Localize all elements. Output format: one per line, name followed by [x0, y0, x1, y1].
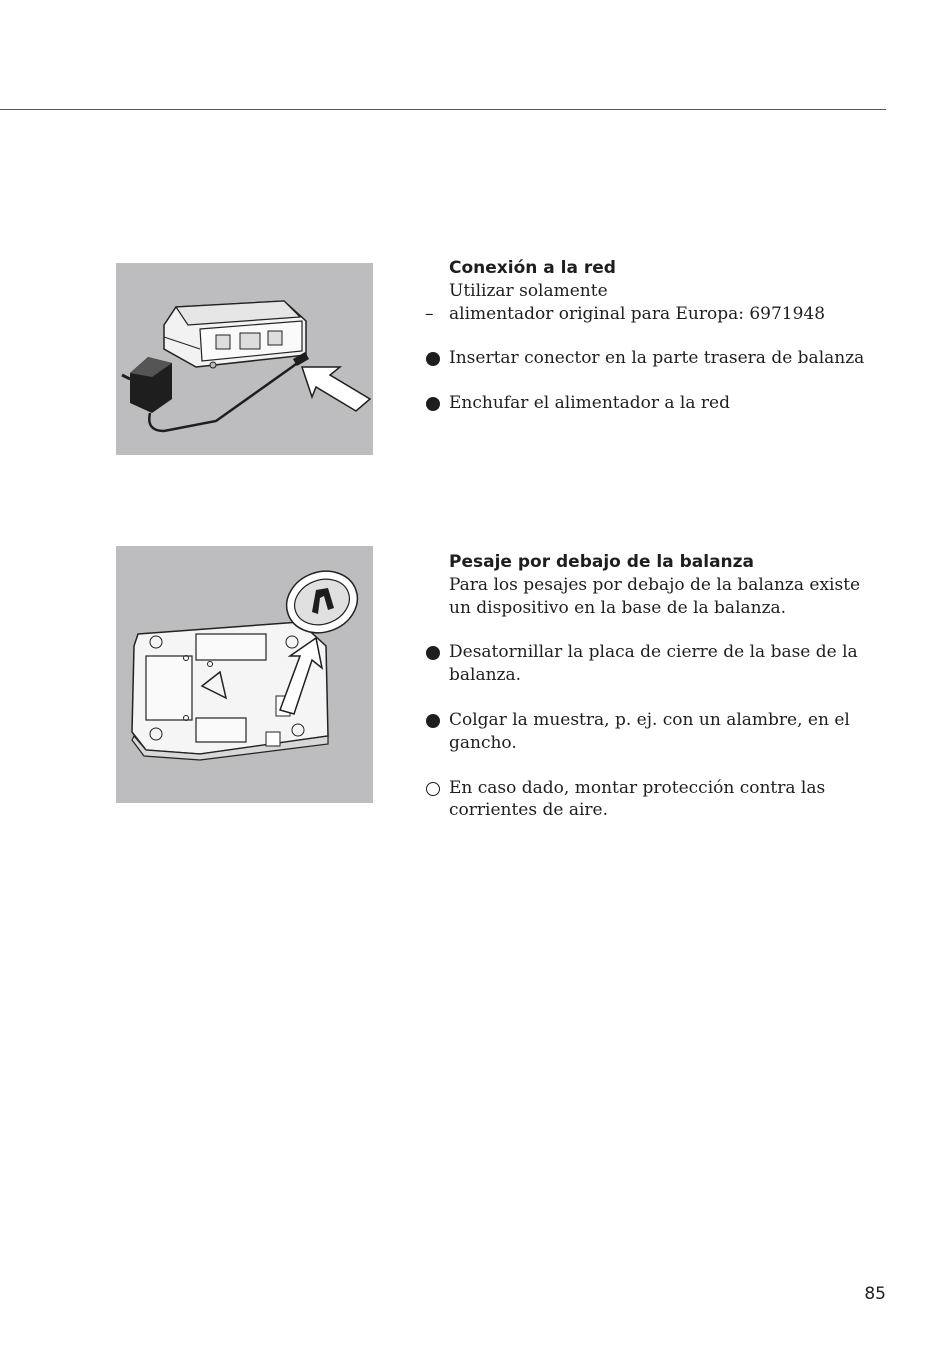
underfloor-weighing-figure: [116, 546, 373, 803]
dash-list-item: [425, 303, 885, 326]
bullet-item: [425, 347, 885, 370]
underfloor-weighing-hook-icon: [116, 546, 373, 803]
bullet-text: Enchufar el alimentador a la red: [449, 393, 730, 414]
underfloor-weighing-section: [425, 551, 885, 822]
dash-item-text: alimentador original para Europa: 6971948: [449, 303, 826, 324]
filled-bullet-icon: [426, 352, 440, 366]
power-connection-section: [425, 257, 885, 415]
section-title: Pesaje por debajo de la balanza: [449, 552, 755, 572]
power-adapter-figure: [116, 263, 373, 455]
filled-bullet-icon: [426, 714, 440, 728]
section-intro: Para los pesajes por debajo de la balanza existe un dispositivo en la base de la balanza.: [449, 574, 861, 618]
section-title: Conexión a la red: [449, 258, 616, 278]
section-intro: Utilizar solamente: [449, 280, 608, 301]
page-number: 85: [864, 1284, 886, 1304]
dash-marker: –: [425, 303, 434, 324]
bullet-text: Insertar conector en la parte trasera de balanza: [449, 348, 865, 369]
power-adapter-connection-icon: [116, 263, 373, 455]
optional-bullet-item: [425, 777, 885, 823]
filled-bullet-icon: [426, 646, 440, 660]
bullet-text: En caso dado, montar protección contra las corrientes de aire.: [449, 777, 826, 821]
bullet-item: [425, 709, 885, 755]
bullet-item: [425, 641, 885, 687]
header-rule: [0, 109, 886, 110]
hollow-bullet-icon: [426, 782, 440, 796]
bullet-text: Colgar la muestra, p. ej. con un alambre, en el gancho.: [449, 709, 850, 753]
bullet-text: Desatornillar la placa de cierre de la base de la balanza.: [449, 642, 858, 686]
bullet-item: [425, 392, 885, 415]
filled-bullet-icon: [426, 397, 440, 411]
